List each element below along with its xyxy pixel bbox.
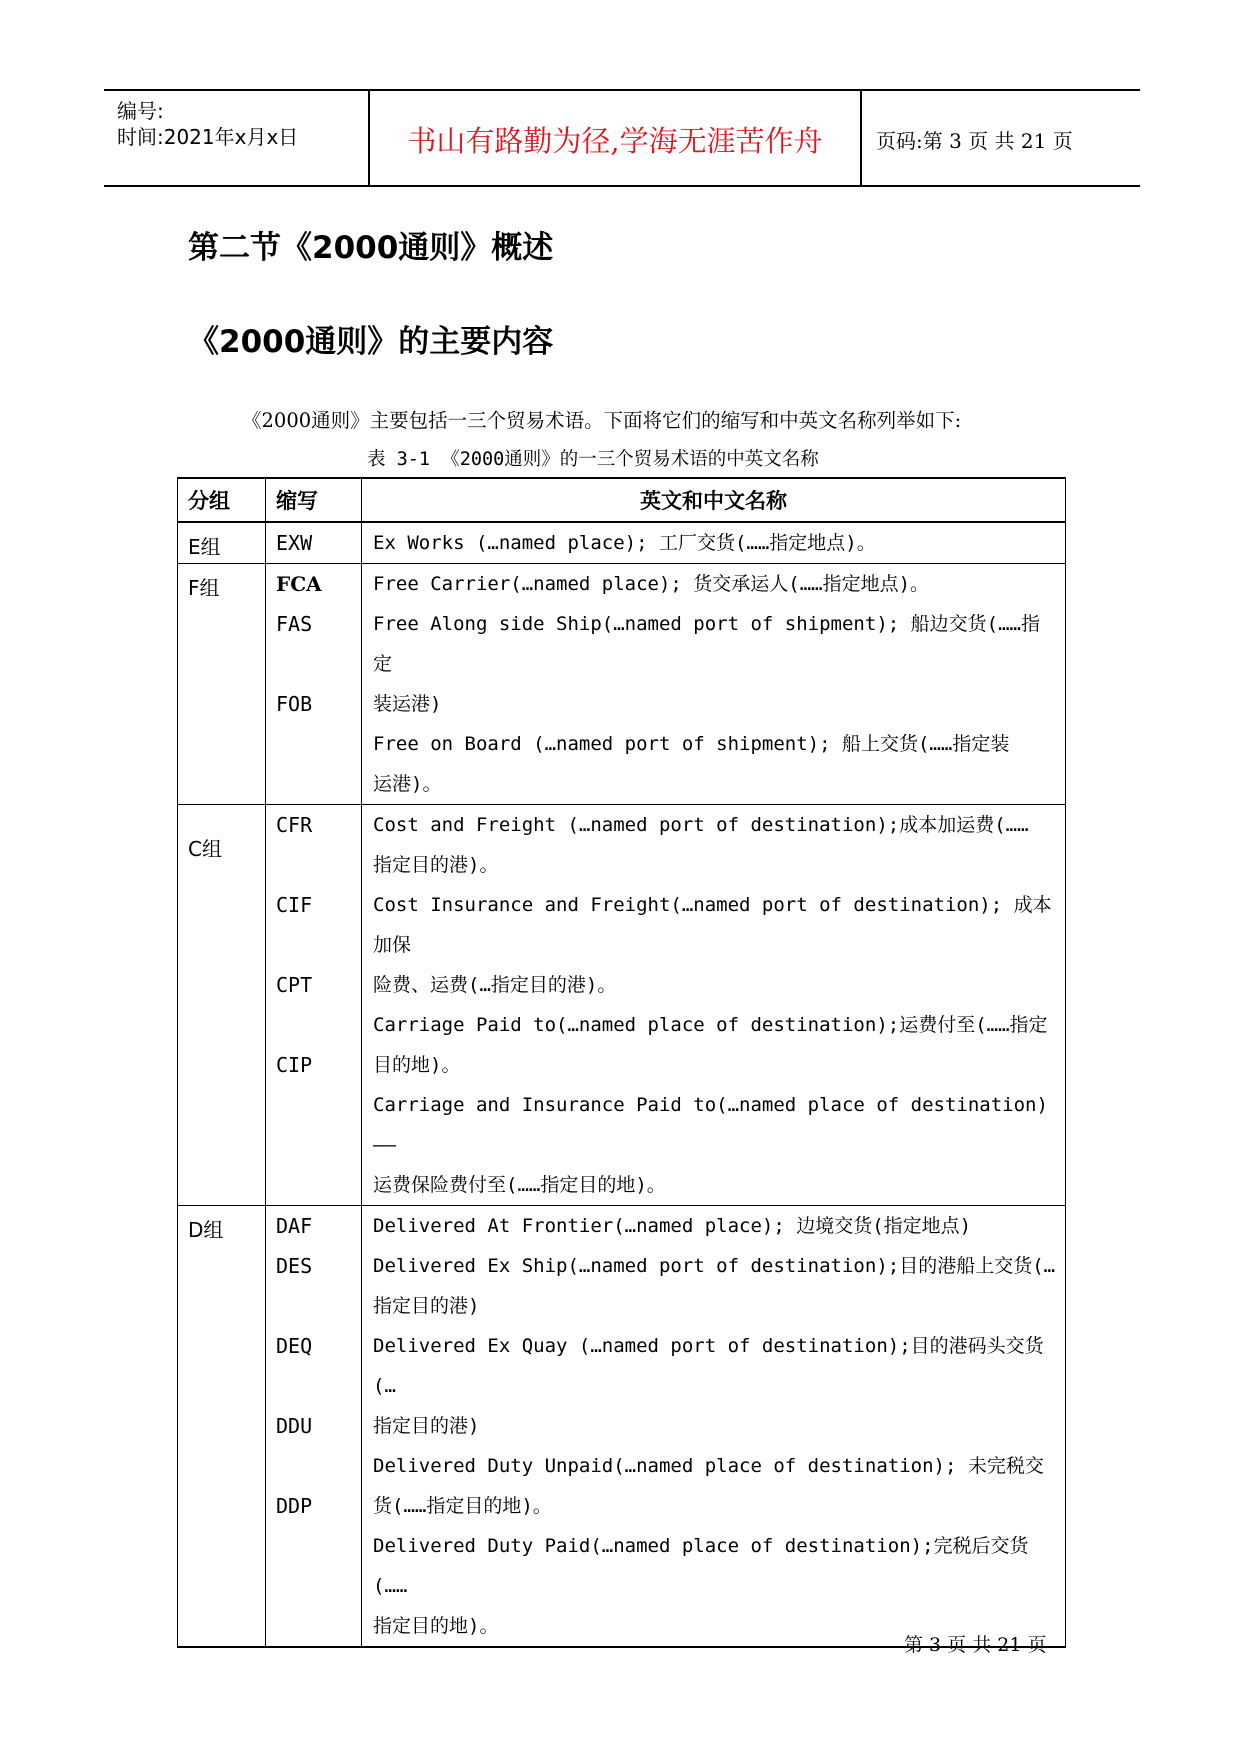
- term-code: FCA: [276, 572, 322, 596]
- term-description-line: Free on Board (…named port of shipment); 船上交货(……指定装: [373, 733, 1010, 755]
- term-code: CIF: [276, 893, 313, 917]
- column-header-code: 缩写: [266, 478, 362, 522]
- header-meta-cell: [104, 91, 370, 185]
- column-header-group: 分组: [178, 478, 266, 522]
- group-cell: [178, 564, 266, 805]
- code-spacer: [266, 1366, 361, 1406]
- code-cell: [266, 1206, 362, 1648]
- term-code: CIP: [276, 1053, 313, 1077]
- code-cell: [266, 805, 362, 1206]
- name-cell: [362, 564, 1066, 805]
- term-description-line: Free Along side Ship(…named port of shipment); 船边交货(……指定: [373, 613, 1040, 675]
- subsection-title: 《2000通则》的主要内容: [188, 324, 554, 360]
- term-code: EXW: [276, 531, 313, 555]
- code-spacer: [266, 644, 361, 684]
- table-header-row: [178, 478, 1066, 522]
- group-cell: [178, 522, 266, 564]
- group-label: F组: [188, 576, 220, 600]
- term-description-line: Free Carrier(…named place); 货交承运人(……指定地点)。: [373, 573, 930, 595]
- column-header-name: 英文和中文名称: [362, 478, 1066, 522]
- term-description-line: 指定目的地)。: [373, 1615, 499, 1637]
- code-cell: [266, 522, 362, 564]
- term-description-line: Carriage and Insurance Paid to(…named place of destination)——: [373, 1094, 1048, 1156]
- term-description-line: Cost and Freight (…named port of destination);成本加运费(……: [373, 814, 1029, 836]
- term-code: DEQ: [276, 1334, 313, 1358]
- intro-paragraph: 《2000通则》主要包括一三个贸易术语。下面将它们的缩写和中英文名称列举如下:: [242, 409, 962, 432]
- code-spacer: [266, 1446, 361, 1486]
- header-page-number: 页码:第 3 页 共 21 页: [876, 129, 1073, 153]
- code-spacer: [266, 724, 361, 764]
- code-spacer: [266, 1005, 361, 1045]
- document-number-label: 编号:: [117, 99, 164, 123]
- term-description-line: 目的地)。: [373, 1054, 461, 1076]
- table-row: [178, 522, 1066, 564]
- header-page-cell: [862, 91, 1140, 185]
- code-cell: [266, 564, 362, 805]
- section-title: 第二节《2000通则》概述: [188, 230, 554, 266]
- term-description-line: Delivered Duty Unpaid(…named place of destination); 未完税交: [373, 1455, 1044, 1477]
- term-description-line: Cost Insurance and Freight(…named port of destination); 成本加保: [373, 894, 1052, 956]
- code-spacer: [266, 1085, 361, 1125]
- term-description-line: 货(……指定目的地)。: [373, 1495, 552, 1517]
- table-row: [178, 805, 1066, 1206]
- header-motto: 书山有路勤为径,学海无涯苦作舟: [407, 124, 823, 158]
- name-cell: [362, 1206, 1066, 1648]
- incoterms-table: [177, 477, 1066, 1648]
- term-description-line: 指定目的港)。: [373, 854, 499, 876]
- term-description-line: Carriage Paid to(…named place of destination);运费付至(……指定: [373, 1014, 1048, 1036]
- term-code: DDP: [276, 1494, 313, 1518]
- term-code: FAS: [276, 612, 313, 636]
- document-time-label: 时间:2021年x月x日: [117, 125, 299, 149]
- page-header: [104, 89, 1140, 187]
- code-spacer: [266, 1286, 361, 1326]
- term-code: DDU: [276, 1414, 313, 1438]
- term-code: CFR: [276, 813, 313, 837]
- code-spacer: [266, 845, 361, 885]
- page-footer: 第 3 页 共 21 页: [904, 1634, 1047, 1656]
- group-cell: [178, 1206, 266, 1648]
- term-description-line: 指定目的港): [373, 1295, 480, 1317]
- term-description-line: 装运港): [373, 693, 442, 715]
- group-label: D组: [188, 1218, 224, 1242]
- term-description-line: 指定目的港): [373, 1415, 480, 1437]
- term-code: CPT: [276, 973, 313, 997]
- term-description-line: Delivered Duty Paid(…named place of destination);完税后交货(……: [373, 1535, 1029, 1597]
- header-motto-cell: [370, 91, 862, 185]
- term-code: DAF: [276, 1214, 313, 1238]
- term-description-line: 险费、运费(…指定目的港)。: [373, 974, 617, 996]
- table-caption: 表 3-1 《2000通则》的一三个贸易术语的中英文名称: [367, 449, 819, 470]
- term-code: DES: [276, 1254, 313, 1278]
- table-row: [178, 1206, 1066, 1648]
- table-row: [178, 564, 1066, 805]
- term-code: FOB: [276, 692, 313, 716]
- name-cell: [362, 522, 1066, 564]
- group-label: E组: [188, 535, 221, 559]
- term-description-line: Delivered Ex Ship(…named port of destination);目的港船上交货(…: [373, 1255, 1056, 1277]
- term-description-line: Ex Works (…named place); 工厂交货(……指定地点)。: [373, 532, 876, 554]
- term-description-line: Delivered Ex Quay (…named port of destination);目的港码头交货(…: [373, 1335, 1044, 1397]
- term-description-line: 运港)。: [373, 773, 442, 795]
- name-cell: [362, 805, 1066, 1206]
- term-description-line: 运费保险费付至(……指定目的地)。: [373, 1174, 666, 1196]
- group-label: C组: [188, 837, 222, 861]
- term-description-line: Delivered At Frontier(…named place); 边境交货(指定地点): [373, 1215, 972, 1237]
- group-cell: [178, 805, 266, 1206]
- code-spacer: [266, 1526, 361, 1566]
- code-spacer: [266, 925, 361, 965]
